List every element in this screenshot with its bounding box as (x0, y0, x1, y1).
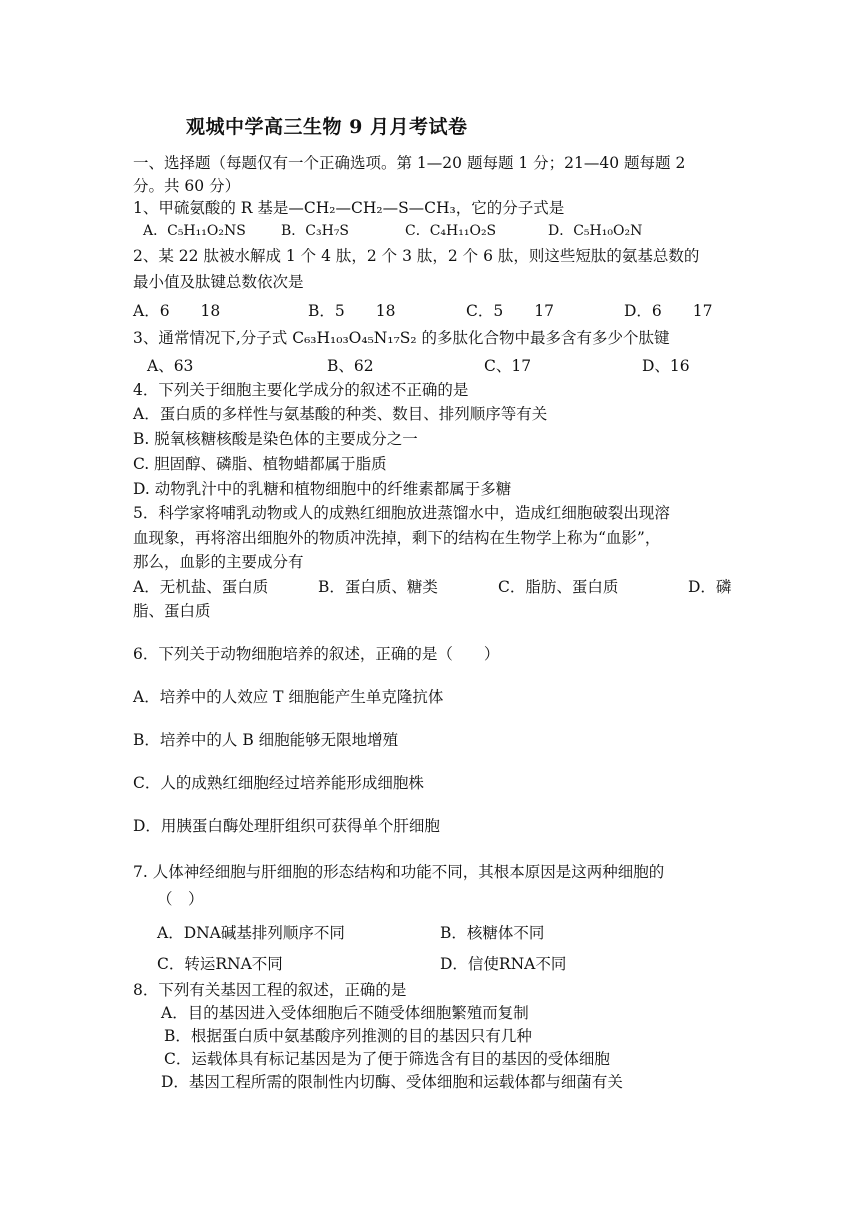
question-3-option-b: B、62 (327, 357, 374, 375)
question-8-option-a: A．目的基因进入受体细胞后不随受体细胞繁殖而复制 (161, 1004, 529, 1022)
question-7-option-d: D．信使RNA不同 (440, 955, 567, 973)
question-7-option-a: A．DNA碱基排列顺序不同 (157, 924, 345, 942)
question-3-option-a: A、63 (147, 357, 194, 375)
question-7-answer-paren: （ ） (157, 890, 204, 908)
question-7-option-c: C．转运RNA不同 (157, 955, 283, 973)
question-3-option-d: D、16 (642, 357, 690, 375)
question-1-option-b: B．C₃H₇S (281, 223, 350, 239)
question-2-option-b: B．5 18 (308, 302, 396, 320)
section-instructions-line2: 分。共 60 分） (133, 177, 241, 195)
question-2-option-a: A．6 18 (133, 302, 221, 320)
question-1-option-c: C．C₄H₁₁O₂S (405, 223, 497, 239)
question-1-option-d: D．C₅H₁₀O₂N (548, 223, 643, 239)
question-8-stem: 8．下列有关基因工程的叙述，正确的是 (133, 981, 407, 999)
question-7-option-b: B．核糖体不同 (440, 924, 545, 942)
question-4-option-a: A．蛋白质的多样性与氨基酸的种类、数目、排列顺序等有关 (133, 405, 548, 423)
question-2-option-d: D．6 17 (624, 302, 713, 320)
question-5-option-c: C．脂肪、蛋白质 (498, 578, 619, 596)
question-6-option-a: A．培养中的人效应 T 细胞能产生单克隆抗体 (133, 688, 444, 706)
question-7-stem: 7. 人体神经细胞与肝细胞的形态结构和功能不同，其根本原因是这两种细胞的 (133, 863, 665, 881)
question-3-stem: 3、通常情况下,分子式 C₆₃H₁₀₃O₄₅N₁₇S₂ 的多肽化合物中最多含有多少个肽键 (133, 329, 670, 347)
question-5-option-d: D．磷 (688, 578, 732, 596)
question-4-option-b: B. 脱氧核糖核酸是染色体的主要成分之一 (133, 430, 418, 448)
question-5-option-b: B．蛋白质、糖类 (318, 578, 438, 596)
question-2-stem-line2: 最小值及肽键总数依次是 (133, 273, 304, 291)
question-6-option-b: B．培养中的人 B 细胞能够无限地增殖 (133, 731, 399, 749)
question-4-stem: 4．下列关于细胞主要化学成分的叙述不正确的是 (133, 381, 469, 399)
question-6-stem: 6．下列关于动物细胞培养的叙述，正确的是（ ） (133, 645, 500, 663)
question-5-option-d-continued: 脂、蛋白质 (133, 602, 211, 620)
question-6-option-d: D．用胰蛋白酶处理肝组织可获得单个肝细胞 (133, 817, 440, 835)
question-5-stem-line3: 那么，血影的主要成分有 (133, 553, 304, 571)
question-8-option-d: D．基因工程所需的限制性内切酶、受体细胞和运载体都与细菌有关 (161, 1073, 623, 1091)
question-5-stem-line2: 血现象，再将溶出细胞外的物质冲洗掉，剩下的结构在生物学上称为“血影”， (133, 529, 661, 547)
question-6-option-c: C．人的成熟红细胞经过培养能形成细胞株 (133, 774, 424, 792)
question-8-option-c: C．运载体具有标记基因是为了便于筛选含有目的基因的受体细胞 (164, 1050, 610, 1068)
question-8-option-b: B．根据蛋白质中氨基酸序列推测的目的基因只有几种 (164, 1027, 532, 1045)
page-title: 观城中学高三生物 9 月月考试卷 (186, 116, 468, 138)
question-2-option-c: C．5 17 (466, 302, 554, 320)
question-5-stem-line1: 5．科学家将哺乳动物或人的成熟红细胞放进蒸馏水中，造成红细胞破裂出现溶 (133, 504, 670, 522)
question-5-option-a: A．无机盐、蛋白质 (133, 578, 269, 596)
question-1-option-a: A．C₅H₁₁O₂NS (143, 223, 246, 239)
question-3-option-c: C、17 (484, 357, 532, 375)
question-4-option-d: D. 动物乳汁中的乳糖和植物细胞中的纤维素都属于多糖 (133, 480, 512, 498)
question-2-stem-line1: 2、某 22 肽被水解成 1 个 4 肽，2 个 3 肽，2 个 6 肽，则这些短肽的氨基总数的 (133, 247, 700, 265)
section-instructions-line1: 一、选择题（每题仅有一个正确选项。第 1—20 题每题 1 分；21—40 题每题 2 (133, 154, 686, 172)
question-4-option-c: C. 胆固醇、磷脂、植物蜡都属于脂质 (133, 455, 387, 473)
question-1-stem: 1、甲硫氨酸的 R 基是—CH₂—CH₂—S—CH₃，它的分子式是 (133, 199, 565, 217)
